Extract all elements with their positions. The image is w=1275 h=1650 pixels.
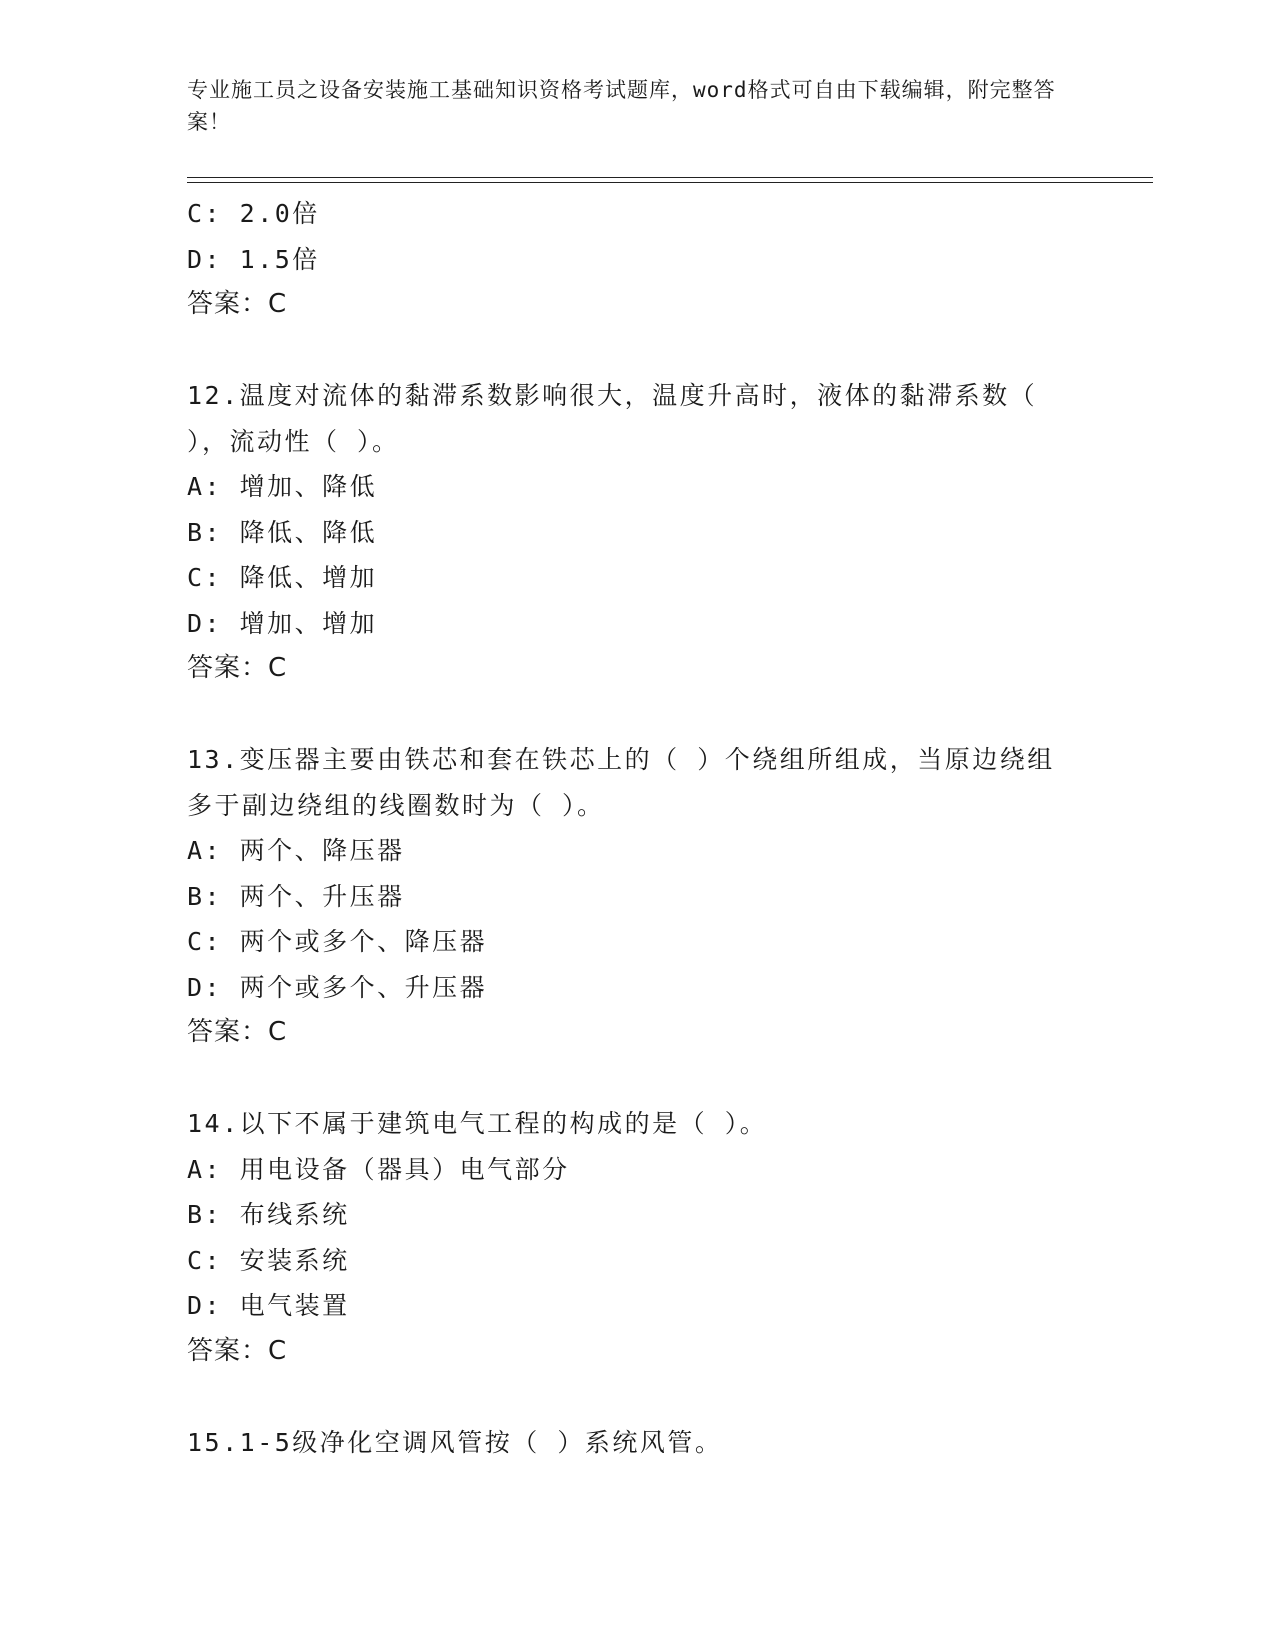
document-body [187,191,1087,1465]
spacer [187,692,1087,738]
header-rule-top [187,177,1153,178]
answer-line: 答案：C [187,289,288,319]
question-15 [187,1420,1087,1466]
answer-line: 答案：C [187,1017,288,1047]
option-c: C: 2.0倍 [187,199,320,228]
question-stem: 12.温度对流体的黏滞系数影响很大，温度升高时，液体的黏滞系数（ ），流动性（ ）。 [187,381,1038,456]
question-stem: 14.以下不属于建筑电气工程的构成的是（ ）。 [187,1109,768,1138]
question-11-continuation [187,191,1087,328]
option-c: C: 降低、增加 [187,563,378,592]
document-header: 专业施工员之设备安装施工基础知识资格考试题库，word格式可自由下载编辑，附完整答案！ [187,78,1056,134]
option-c: C: 两个或多个、降压器 [187,927,488,956]
option-a: A: 增加、降低 [187,472,378,501]
option-b: B: 两个、升压器 [187,881,405,911]
question-12 [187,373,1087,692]
answer-line: 答案：C [187,1335,288,1366]
option-a: A: 用电设备（器具）电气部分 [187,1154,570,1184]
spacer [187,328,1087,374]
question-13 [187,737,1087,1056]
option-d: D: 增加、增加 [187,608,378,638]
option-b: B: 布线系统 [187,1200,350,1229]
header-rule-bottom [187,182,1153,183]
option-d: D: 两个或多个、升压器 [187,972,488,1002]
spacer [187,1056,1087,1102]
spacer [187,1374,1087,1420]
answer-line: 答案：C [187,653,288,683]
option-c: C: 安装系统 [187,1245,350,1275]
question-stem: 13.变压器主要由铁芯和套在铁芯上的（ ）个绕组所组成，当原边绕组多于副边绕组的线圈数时为（ ）。 [187,745,1055,820]
question-stem: 15.1-5级净化空调风管按（ ）系统风管。 [187,1427,723,1457]
question-14 [187,1101,1087,1374]
option-b: B: 降低、降低 [187,517,378,547]
option-a: A: 两个、降压器 [187,836,405,865]
option-d: D: 电气装置 [187,1291,350,1320]
option-d: D: 1.5倍 [187,244,320,274]
